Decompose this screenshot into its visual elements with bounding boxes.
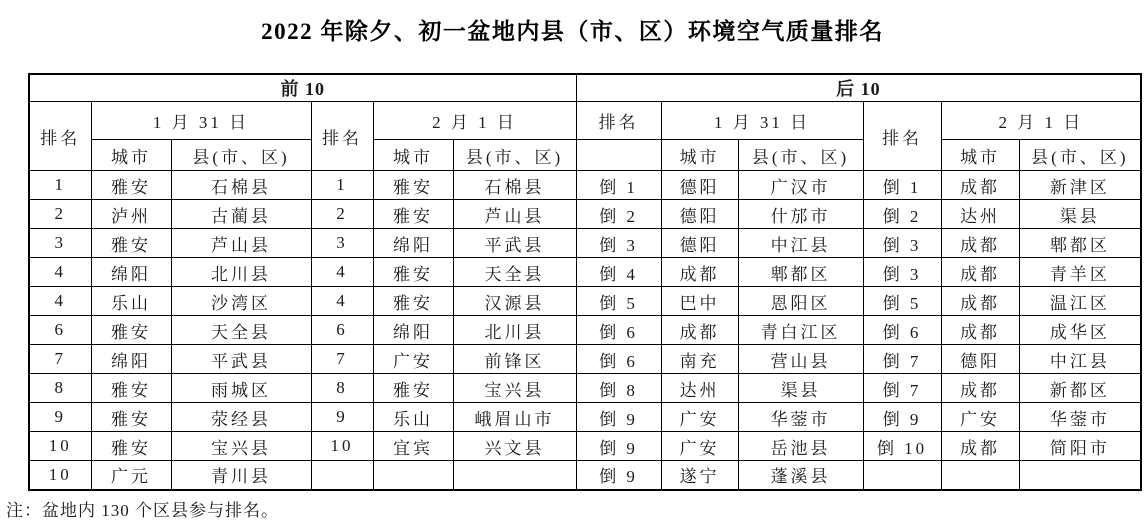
rank-cell: 4 — [311, 258, 373, 287]
county-cell: 天全县 — [453, 258, 576, 287]
rank-cell: 倒 5 — [576, 287, 661, 316]
rank-header-empty — [576, 140, 661, 171]
table-row — [29, 461, 1141, 490]
county-cell: 荥经县 — [171, 403, 311, 432]
city-cell: 德阳 — [661, 200, 738, 229]
rank-cell: 4 — [311, 287, 373, 316]
county-cell: 渠县 — [1019, 200, 1141, 229]
document-page — [0, 15, 1145, 527]
table-row — [29, 229, 1141, 258]
rank-cell: 7 — [29, 345, 91, 374]
rank-cell: 倒 9 — [576, 461, 661, 490]
rank-cell — [863, 461, 941, 490]
city-cell: 成都 — [941, 287, 1019, 316]
table-header — [29, 74, 1141, 171]
county-cell: 兴文县 — [453, 432, 576, 461]
county-cell: 青白江区 — [738, 316, 863, 345]
rank-header-top-date2: 排名 — [311, 102, 373, 171]
city-cell: 绵阳 — [373, 229, 453, 258]
rank-cell: 倒 5 — [863, 287, 941, 316]
date-header-row — [29, 102, 1141, 140]
city-cell: 成都 — [941, 316, 1019, 345]
sub-header-row — [29, 140, 1141, 171]
county-cell: 汉源县 — [453, 287, 576, 316]
city-cell: 成都 — [661, 316, 738, 345]
rank-cell: 倒 3 — [576, 229, 661, 258]
rank-cell: 1 — [311, 171, 373, 200]
county-cell: 华蓥市 — [738, 403, 863, 432]
city-cell: 成都 — [941, 374, 1019, 403]
city-cell: 成都 — [941, 229, 1019, 258]
county-header: 县(市、区) — [738, 140, 863, 171]
table-row — [29, 403, 1141, 432]
county-cell: 前锋区 — [453, 345, 576, 374]
rank-cell: 1 — [29, 171, 91, 200]
county-cell: 郫都区 — [1019, 229, 1141, 258]
rank-cell: 倒 7 — [863, 374, 941, 403]
rank-cell: 8 — [29, 374, 91, 403]
city-cell: 雅安 — [373, 258, 453, 287]
county-header: 县(市、区) — [1019, 140, 1141, 171]
date1-header-bottom: 1 月 31 日 — [661, 102, 863, 140]
city-cell: 南充 — [661, 345, 738, 374]
county-cell: 新津区 — [1019, 171, 1141, 200]
rank-cell: 倒 6 — [576, 345, 661, 374]
city-cell: 雅安 — [91, 432, 171, 461]
rank-cell: 倒 1 — [576, 171, 661, 200]
county-cell: 北川县 — [171, 258, 311, 287]
section-header-row — [29, 74, 1141, 102]
county-cell: 石棉县 — [171, 171, 311, 200]
county-cell: 恩阳区 — [738, 287, 863, 316]
rank-cell — [311, 461, 373, 490]
rank-cell: 倒 4 — [576, 258, 661, 287]
city-cell: 绵阳 — [91, 345, 171, 374]
rank-header-top-date1: 排名 — [29, 102, 91, 171]
rank-cell: 4 — [29, 258, 91, 287]
rank-cell: 2 — [29, 200, 91, 229]
county-cell: 新都区 — [1019, 374, 1141, 403]
county-cell: 营山县 — [738, 345, 863, 374]
table-row — [29, 374, 1141, 403]
city-cell: 德阳 — [661, 229, 738, 258]
date2-header-bottom: 2 月 1 日 — [941, 102, 1141, 140]
rank-cell: 倒 3 — [863, 229, 941, 258]
section-top10-label: 前 10 — [29, 74, 576, 102]
rank-header-bottom-date1: 排名 — [576, 102, 661, 140]
city-cell: 泸州 — [91, 200, 171, 229]
county-cell: 沙湾区 — [171, 287, 311, 316]
county-cell: 青羊区 — [1019, 258, 1141, 287]
rank-cell: 倒 3 — [863, 258, 941, 287]
city-cell: 德阳 — [941, 345, 1019, 374]
rank-cell: 倒 7 — [863, 345, 941, 374]
county-cell: 宝兴县 — [171, 432, 311, 461]
city-cell: 雅安 — [373, 287, 453, 316]
rank-cell: 倒 6 — [576, 316, 661, 345]
rank-cell: 2 — [311, 200, 373, 229]
rank-cell: 10 — [311, 432, 373, 461]
rank-cell: 倒 2 — [576, 200, 661, 229]
city-header: 城市 — [91, 140, 171, 171]
table-row — [29, 171, 1141, 200]
county-cell: 中江县 — [738, 229, 863, 258]
rank-cell: 倒 9 — [576, 403, 661, 432]
table-row — [29, 316, 1141, 345]
city-cell: 雅安 — [91, 374, 171, 403]
city-cell: 广安 — [941, 403, 1019, 432]
county-cell: 古蔺县 — [171, 200, 311, 229]
rank-cell: 9 — [29, 403, 91, 432]
rank-cell: 3 — [311, 229, 373, 258]
city-header: 城市 — [661, 140, 738, 171]
section-bottom10-label: 后 10 — [576, 74, 1141, 102]
county-cell: 天全县 — [171, 316, 311, 345]
county-cell: 青川县 — [171, 461, 311, 490]
rank-cell: 倒 10 — [863, 432, 941, 461]
city-cell: 雅安 — [91, 403, 171, 432]
county-cell: 平武县 — [453, 229, 576, 258]
city-cell: 雅安 — [373, 171, 453, 200]
city-cell — [373, 461, 453, 490]
city-cell: 乐山 — [373, 403, 453, 432]
rank-cell: 3 — [29, 229, 91, 258]
city-cell: 成都 — [941, 432, 1019, 461]
county-cell: 成华区 — [1019, 316, 1141, 345]
rank-cell: 8 — [311, 374, 373, 403]
city-cell: 成都 — [941, 171, 1019, 200]
table-row — [29, 432, 1141, 461]
table-body — [29, 171, 1141, 490]
county-cell: 中江县 — [1019, 345, 1141, 374]
county-header: 县(市、区) — [453, 140, 576, 171]
county-cell: 芦山县 — [453, 200, 576, 229]
city-cell: 广元 — [91, 461, 171, 490]
city-cell: 达州 — [661, 374, 738, 403]
table-row — [29, 345, 1141, 374]
county-cell: 雨城区 — [171, 374, 311, 403]
county-cell: 峨眉山市 — [453, 403, 576, 432]
rank-cell: 倒 8 — [576, 374, 661, 403]
city-cell: 雅安 — [373, 200, 453, 229]
city-cell — [941, 461, 1019, 490]
table-row — [29, 258, 1141, 287]
page-title: 2022 年除夕、初一盆地内县（市、区）环境空气质量排名 — [261, 19, 884, 44]
city-cell: 达州 — [941, 200, 1019, 229]
city-cell: 广安 — [373, 345, 453, 374]
city-cell: 绵阳 — [373, 316, 453, 345]
city-header: 城市 — [941, 140, 1019, 171]
city-header: 城市 — [373, 140, 453, 171]
air-quality-ranking-table — [28, 73, 1142, 491]
county-cell: 北川县 — [453, 316, 576, 345]
rank-cell: 6 — [29, 316, 91, 345]
rank-cell: 倒 6 — [863, 316, 941, 345]
city-cell: 乐山 — [91, 287, 171, 316]
city-cell: 绵阳 — [91, 258, 171, 287]
city-cell: 雅安 — [91, 229, 171, 258]
county-cell: 郫都区 — [738, 258, 863, 287]
city-cell: 遂宁 — [661, 461, 738, 490]
rank-cell: 倒 1 — [863, 171, 941, 200]
footnote: 注：盆地内 130 个区县参与排名。 — [6, 500, 279, 520]
county-cell: 芦山县 — [171, 229, 311, 258]
county-cell — [453, 461, 576, 490]
county-cell: 渠县 — [738, 374, 863, 403]
county-cell: 蓬溪县 — [738, 461, 863, 490]
date2-header-top: 2 月 1 日 — [373, 102, 576, 140]
city-cell: 德阳 — [661, 171, 738, 200]
table-row — [29, 287, 1141, 316]
rank-cell: 10 — [29, 461, 91, 490]
city-cell: 成都 — [661, 258, 738, 287]
county-cell: 简阳市 — [1019, 432, 1141, 461]
city-cell: 巴中 — [661, 287, 738, 316]
county-cell: 石棉县 — [453, 171, 576, 200]
city-cell: 宜宾 — [373, 432, 453, 461]
rank-cell: 4 — [29, 287, 91, 316]
county-cell: 宝兴县 — [453, 374, 576, 403]
rank-header-bottom-date2: 排名 — [863, 102, 941, 171]
rank-cell: 7 — [311, 345, 373, 374]
city-cell: 成都 — [941, 258, 1019, 287]
county-cell: 广汉市 — [738, 171, 863, 200]
city-cell: 雅安 — [91, 316, 171, 345]
county-header: 县(市、区) — [171, 140, 311, 171]
rank-cell: 倒 9 — [863, 403, 941, 432]
rank-cell: 9 — [311, 403, 373, 432]
city-cell: 广安 — [661, 403, 738, 432]
rank-cell: 倒 2 — [863, 200, 941, 229]
city-cell: 雅安 — [373, 374, 453, 403]
city-cell: 广安 — [661, 432, 738, 461]
rank-cell: 10 — [29, 432, 91, 461]
county-cell: 什邡市 — [738, 200, 863, 229]
county-cell — [1019, 461, 1141, 490]
table-row — [29, 200, 1141, 229]
county-cell: 岳池县 — [738, 432, 863, 461]
county-cell: 平武县 — [171, 345, 311, 374]
rank-cell: 倒 9 — [576, 432, 661, 461]
city-cell: 雅安 — [91, 171, 171, 200]
date1-header-top: 1 月 31 日 — [91, 102, 311, 140]
rank-cell: 6 — [311, 316, 373, 345]
county-cell: 华蓥市 — [1019, 403, 1141, 432]
county-cell: 温江区 — [1019, 287, 1141, 316]
